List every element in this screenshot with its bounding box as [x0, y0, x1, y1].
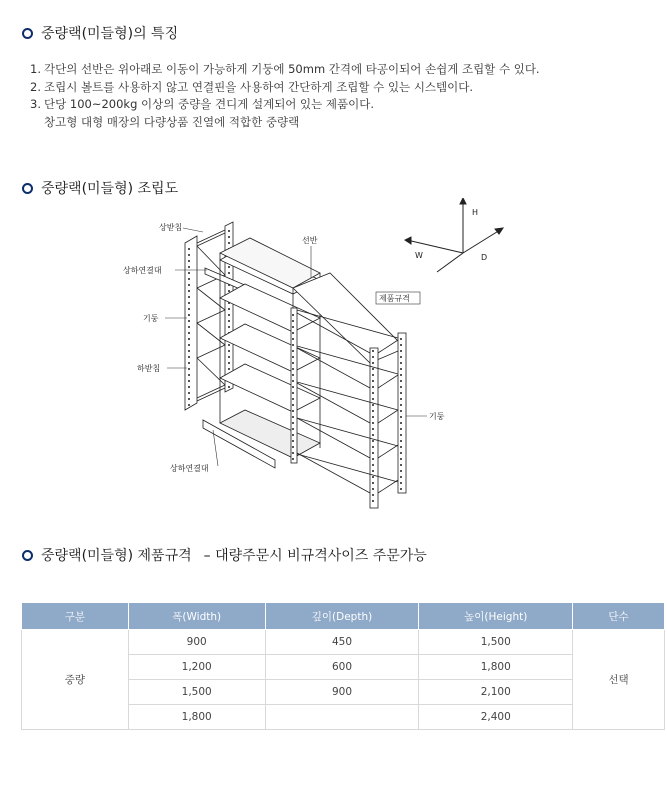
- cell-height: 2,100: [419, 680, 573, 705]
- shelf-panel: [220, 364, 320, 412]
- cell-height: 2,400: [419, 705, 573, 730]
- label-connector-top: 상하연결대: [123, 266, 162, 275]
- assembly-diagram: [115, 198, 515, 518]
- circle-bullet-icon: [22, 550, 33, 561]
- header-depth: 깊이(Depth): [265, 603, 419, 630]
- spec-table: [21, 603, 665, 730]
- table-row: [22, 630, 665, 655]
- axis-d-label: D: [481, 253, 488, 262]
- feature-continuation: 창고형 대형 매장의 다량상품 진열에 적합한 중량랙: [44, 114, 300, 129]
- cell-width: 1,800: [128, 705, 265, 730]
- label-shelf: 선반: [302, 236, 318, 245]
- header-category: 구분: [22, 603, 129, 630]
- cell-height: 1,800: [419, 655, 573, 680]
- header-tiers: 단수: [573, 603, 665, 630]
- feature-list: [30, 61, 540, 131]
- cell-width: 1,500: [128, 680, 265, 705]
- axis-h-label: H: [472, 208, 479, 217]
- cell-category: 중량: [22, 630, 129, 730]
- header-width: 폭(Width): [128, 603, 265, 630]
- axes-indicator: [405, 198, 503, 272]
- cell-depth: 600: [265, 655, 419, 680]
- spec-subtitle: – 대량주문시 비규격사이즈 주문가능: [203, 548, 427, 564]
- cell-depth: 900: [265, 680, 419, 705]
- label-top-support: 상받침: [159, 223, 183, 232]
- label-spec: 제품규격: [379, 294, 410, 303]
- feature-item: 3. 단당 100~200kg 이상의 중량을 견디게 설계되어 있는 제품이다.: [30, 97, 375, 111]
- spec-title-text: 중량랙(미들형) 제품규격: [41, 548, 192, 564]
- circle-bullet-icon: [22, 28, 33, 39]
- cell-width: 900: [128, 630, 265, 655]
- cell-tiers: 선택: [573, 630, 665, 730]
- axis-w-label: W: [415, 251, 423, 260]
- cell-depth: 450: [265, 630, 419, 655]
- label-connector-bottom: 상하연결대: [170, 464, 209, 473]
- label-post-left: 기둥: [143, 314, 159, 323]
- label-post-right: 기둥: [429, 412, 445, 421]
- header-height: 높이(Height): [419, 603, 573, 630]
- cell-width: 1,200: [128, 655, 265, 680]
- circle-bullet-icon: [22, 183, 33, 194]
- feature-item: 1. 각단의 선반은 위아래로 이동이 가능하게 기둥에 50mm 간격에 타공이되어 손쉽게 조립할 수 있다.: [30, 62, 540, 76]
- assembly-title-text: 중량랙(미들형) 조립도: [41, 181, 179, 197]
- spec-title: [22, 545, 427, 565]
- cell-height: 1,500: [419, 630, 573, 655]
- features-title-text: 중량랙(미들형)의 특징: [41, 26, 179, 42]
- assembly-title: [22, 178, 178, 198]
- cell-depth: [265, 705, 419, 730]
- table-header-row: [22, 603, 665, 630]
- features-title: [22, 23, 178, 43]
- label-bottom-support: 하받침: [137, 364, 161, 373]
- feature-item: 2. 조립시 볼트를 사용하지 않고 연결핀을 사용하여 간단하게 조립할 수 있는 시스템이다.: [30, 79, 474, 94]
